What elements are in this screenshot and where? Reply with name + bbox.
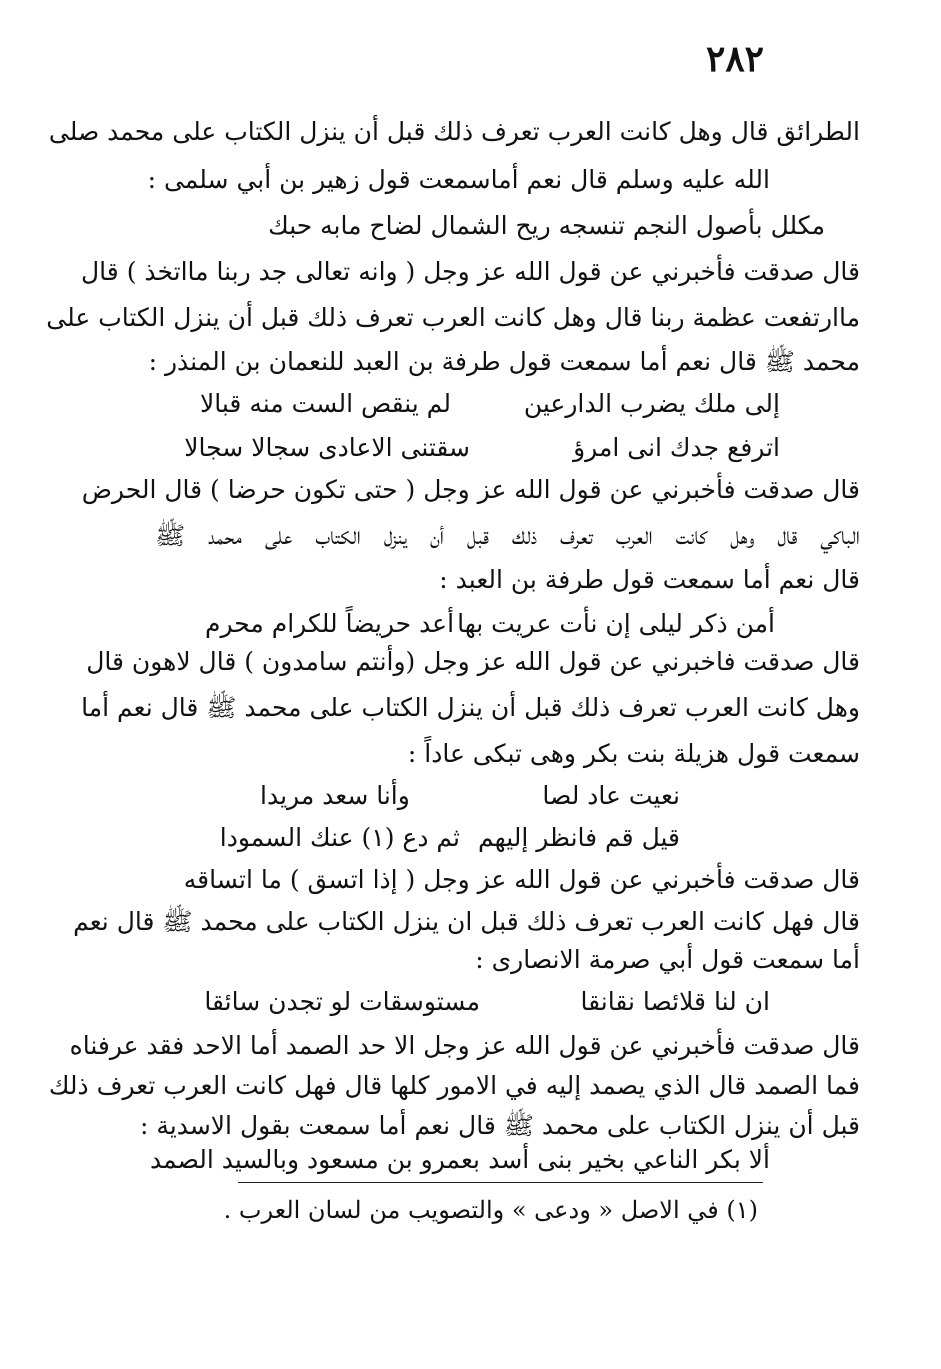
text-line: الباكي قال وهل كانت العرب تعرف ذلك قبل أن ينزل الكتاب على محمد ﷺ	[155, 521, 860, 550]
text-line: قال صدقت فأخبرني عن قول الله عز وجل الا حد الصمد أما الاحد فقد عرفناه	[69, 1031, 860, 1060]
verse-hemistich-second: مستوسقات لو تجدن سائقا	[204, 987, 480, 1016]
text-line: قال نعم أما سمعت قول طرفة بن العبد :	[439, 565, 860, 594]
page-number: ٢٨٢	[705, 38, 764, 80]
verse-hemistich-first: ألا بكر الناعي بخير بنى أسد	[488, 1145, 770, 1174]
verse-hemistich-first: إلى ملك يضرب الدارعين	[523, 389, 780, 418]
footnote-divider	[238, 1182, 763, 1183]
footnote: (١) في الاصل « ودعى » والتصويب من لسان العرب .	[223, 1196, 758, 1224]
verse-line	[200, 384, 780, 424]
verse-hemistich-first: نعيت عاد لصا	[542, 781, 680, 810]
text-line: الطرائق قال وهل كانت العرب تعرف ذلك قبل أن ينزل الكتاب على محمد صلى	[48, 117, 860, 146]
verse-hemistich-second: بعمرو بن مسعود وبالسيد الصمد	[150, 1145, 480, 1174]
verse-hemistich-first: مكلل بأصول النجم تنسجه ريح الشمال لضاح مابه حبك	[268, 211, 825, 240]
text-line: قال صدقت فأخبرني عن قول الله عز وجل ( وانه تعالى جد ربنا مااتخذ ) قال	[81, 257, 860, 286]
verse-line	[205, 604, 775, 644]
verse-hemistich-first: قيل قم فانظر إليهم	[478, 823, 680, 852]
verse-line	[150, 1140, 770, 1180]
verse-hemistich-first: أمن ذكر ليلى إن نأت عريت بها	[457, 609, 775, 638]
verse-line	[204, 982, 770, 1022]
verse-hemistich-second: ثم دع (١) عنك السمودا	[219, 823, 460, 852]
verse-line	[260, 776, 680, 816]
text-line: قال فهل كانت العرب تعرف ذلك قبل ان ينزل الكتاب على محمد ﷺ قال نعم	[73, 907, 860, 936]
verse-hemistich-second: سقتنى الاعادى سجالا سجالا	[184, 433, 470, 462]
text-line: قال صدقت فأخبرني عن قول الله عز وجل ( إذا اتسق ) ما اتساقه	[183, 865, 860, 894]
verse-hemistich-second: لم ينقص الست منه قبالا	[200, 389, 451, 418]
verse-line	[184, 428, 780, 468]
text-line: محمد ﷺ قال نعم أما سمعت قول طرفة بن العبد للنعمان بن المنذر :	[148, 347, 860, 376]
text-line: سمعت قول هزيلة بنت بكر وهى تبكى عاداً :	[407, 739, 860, 768]
verse-hemistich-second: وأنا سعد مريدا	[260, 781, 410, 810]
text-line: قال صدقت فأخبرني عن قول الله عز وجل ( حتى تكون حرضا ) قال الحرض	[81, 475, 860, 504]
text-line: فما الصمد قال الذي يصمد إليه في الامور كلها قال فهل كانت العرب تعرف ذلك	[48, 1071, 860, 1100]
text-line: الله عليه وسلم قال نعم أماسمعت قول زهير بن أبي سلمى :	[147, 165, 770, 194]
verse-hemistich-first: اترفع جدك انى امرؤ	[573, 433, 780, 462]
text-line: قبل أن ينزل الكتاب على محمد ﷺ قال نعم أما سمعت بقول الاسدية :	[140, 1111, 860, 1140]
verse-line	[225, 206, 825, 246]
text-line: أما سمعت قول أبي صرمة الانصارى :	[475, 945, 860, 974]
verse-line	[219, 818, 680, 858]
text-line: وهل كانت العرب تعرف ذلك قبل أن ينزل الكتاب على محمد ﷺ قال نعم أما	[81, 693, 860, 722]
verse-hemistich-first: ان لنا قلائصا نقانقا	[580, 987, 770, 1016]
text-line: قال صدقت فاخبرني عن قول الله عز وجل (وأنتم سامدون ) قال لاهون قال	[86, 647, 860, 676]
text-line: ماارتفعت عظمة ربنا قال وهل كانت العرب تعرف ذلك قبل أن ينزل الكتاب على	[46, 303, 860, 332]
verse-hemistich-second: أعد حريضاً للكرام محرم	[205, 609, 455, 638]
